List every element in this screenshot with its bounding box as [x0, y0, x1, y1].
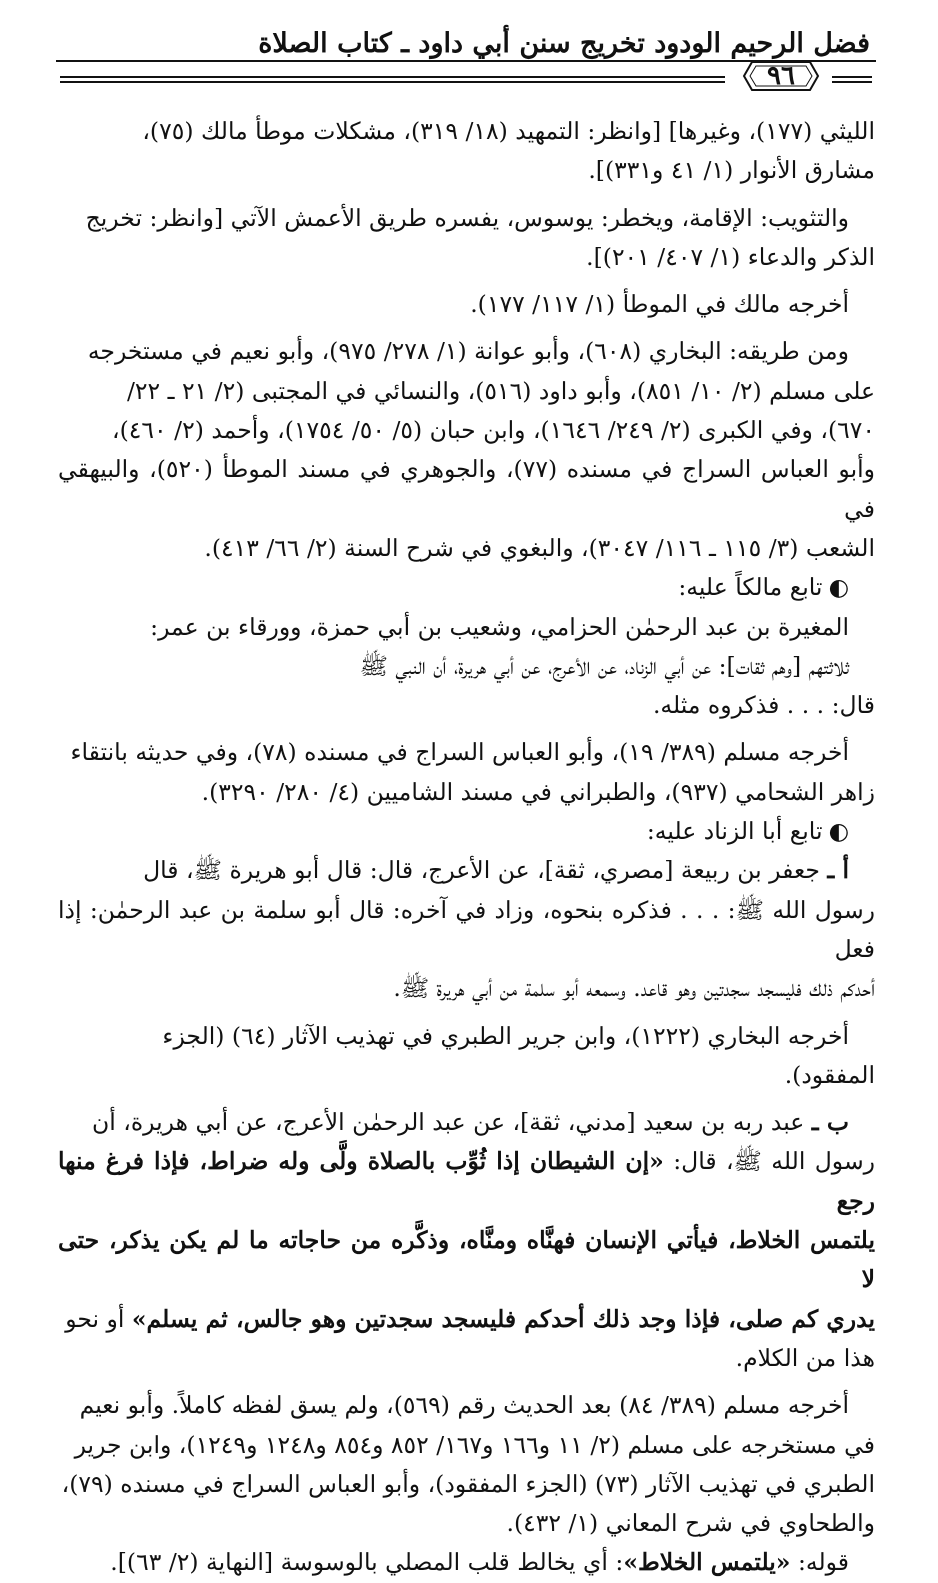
bullet-icon: ◐: [828, 573, 849, 602]
paragraph-text: : أي يخالط قلب المصلي بالوسوسة [النهاية (٢/ ٦٣)].: [110, 1548, 624, 1577]
paragraph-text: رسول الله ﷺ، قال:: [663, 1147, 875, 1176]
paragraph-line: أخرجه مسلم (٣٨٩/ ١٩)، وأبو العباس السراج في مسنده (٧٨)، وفي حديثه بانتقاء: [70, 738, 849, 767]
paragraph-line: [58, 1300, 875, 1339]
hadith-text: يلتمس الخلاط، فيأتي الإنسان فهنَّاه ومنَّاه، وذكَّره من حاجاته ما لم يكن يذكر، حتى لا: [58, 1226, 875, 1294]
section-heading-text: تابع أبا الزناد عليه:: [646, 817, 823, 846]
paragraph-line: أحدكم ذلك فليسجد سجدتين وهو قاعد. وسمعه أبو سلمة من أبي هريرة ﷺ.: [393, 974, 875, 1003]
paragraph-line: قال: . . . فذكروه مثله.: [652, 691, 875, 720]
paragraph-line: رسول الله ﷺ: . . . فذكره بنحوه، وزاد في آخره: قال أبو سلمة بن عبد الرحمٰن: إذا فعل: [58, 895, 875, 963]
paragraph-line: أخرجه مسلم (٣٨٩/ ٨٤) بعد الحديث رقم (٥٦٩)، ولم يسق لفظه كاملاً. وأبو نعيم: [79, 1391, 849, 1420]
section-heading: [58, 568, 875, 607]
list-letter-b: ب ـ: [811, 1108, 849, 1137]
paragraph-line: زاهر الشحامي (٩٣٧)، والطبراني في مسند الشاميين (٤/ ٢٨٠/ ٣٢٩٠).: [201, 777, 875, 806]
paragraph-line: ثلاثتهم [وهم ثقات]: عن أبي الزناد، عن الأعرج، عن أبي هريرة، أن النبي ﷺ: [359, 651, 849, 680]
paragraph-line: على مسلم (٢/ ١٠/ ٨٥١)، وأبو داود (٥١٦)، والنسائي في المجتبى (٢/ ٢١ ـ ٢٢/: [126, 376, 875, 405]
page-body: [58, 112, 875, 1583]
paragraph-line: وأبو العباس السراج في مسنده (٧٧)، والجوهري في مسند الموطأ (٥٢٠)، والبيهقي في: [58, 455, 875, 523]
section-heading-text: تابع مالكاً عليه:: [678, 573, 823, 602]
page-number-text: ٩٦: [767, 61, 795, 91]
list-letter-a: أ ـ: [827, 856, 849, 885]
quoted-term: «يلتمس الخلاط»: [623, 1548, 791, 1577]
paragraph-line: والتثويب: الإقامة، ويخطر: يوسوس، يفسره طريق الأعمش الآتي [وانظر: تخريج: [85, 203, 849, 232]
paragraph-text: عبد ربه بن سعيد [مدني، ثقة]، عن عبد الرحمٰن الأعرج، عن أبي هريرة، أن: [91, 1108, 805, 1137]
paragraph-line: هذا من الكلام.: [735, 1343, 875, 1372]
header-ornament-line-left: [60, 76, 725, 83]
page-number: [742, 58, 820, 94]
paragraph-text: جعفر بن ربيعة [مصري، ثقة]، عن الأعرج، قال: قال أبو هريرة ﷺ، قال: [143, 856, 820, 885]
paragraph-line: ومن طريقه: البخاري (٦٠٨)، وأبو عوانة (١/ ٢٧٨/ ٩٧٥)، وأبو نعيم في مستخرجه: [87, 337, 849, 366]
paragraph-line: والطحاوي في شرح المعاني (١/ ٤٣٢).: [506, 1509, 875, 1538]
hadith-text: يدري كم صلى، فإذا وجد ذلك أحدكم فليسجد سجدتين وهو جالس، ثم يسلم»: [131, 1304, 875, 1333]
paragraph-line: في مستخرجه على مسلم (٢/ ١١ و١٦٦ و١٦٧/ ٨٥٢ و٨٥٤ و١٢٤٨ و١٢٤٩)، وابن جرير: [74, 1430, 875, 1459]
running-header-title: فضل الرحيم الودود تخريج سنن أبي داود ـ كتاب الصلاة: [258, 28, 870, 59]
paragraph-line: [58, 1103, 875, 1142]
paragraph-line: أخرجه مالك في الموطأ (١/ ١١٧/ ١٧٧).: [470, 290, 849, 319]
header-ornament-line-right: [832, 76, 872, 83]
paragraph-line: [58, 851, 875, 890]
paragraph-line: [58, 1142, 875, 1221]
paragraph-line: [58, 1543, 875, 1582]
paragraph-line: المغيرة بن عبد الرحمٰن الحزامي، وشعيب بن أبي حمزة، وورقاء بن عمر:: [150, 612, 849, 641]
paragraph-line: الطبري في تهذيب الآثار (٧٣) (الجزء المفقود)، وأبو العباس السراج في مسنده (٧٩)،: [61, 1469, 875, 1498]
bullet-icon: ◐: [828, 817, 849, 846]
paragraph-line: المفقود).: [784, 1060, 875, 1089]
paragraph-line: مشارق الأنوار (١/ ٤١ و٣٣١)].: [588, 156, 875, 185]
paragraph-line: الذكر والدعاء (١/ ٤٠٧/ ٢٠١)].: [586, 242, 875, 271]
paragraph-line: الشعب (٣/ ١١٥ ـ ١١٦/ ٣٠٤٧)، والبغوي في شرح السنة (٢/ ٦٦/ ٤١٣).: [204, 533, 875, 562]
paragraph-line: ٦٧٠)، وفي الكبرى (٢/ ٢٤٩/ ١٦٤٦)، وابن حبان (٥/ ٥٠/ ١٧٥٤)، وأحمد (٢/ ٤٦٠)،: [112, 416, 875, 445]
paragraph-line: الليثي (١٧٧)، وغيرها] [وانظر: التمهيد (١٨/ ٣١٩)، مشكلات موطأ مالك (٧٥)،: [142, 117, 875, 145]
paragraph-text: قوله:: [790, 1548, 849, 1577]
hadith-text: «إن الشيطان إذا ثُوِّب بالصلاة ولَّى وله ضراط، فإذا فرغ منها رجع: [58, 1147, 875, 1215]
paragraph-text: أو نحو: [65, 1304, 132, 1333]
section-heading: [58, 812, 875, 851]
paragraph-line: أخرجه البخاري (١٢٢٢)، وابن جرير الطبري في تهذيب الآثار (٦٤) (الجزء: [162, 1021, 849, 1050]
